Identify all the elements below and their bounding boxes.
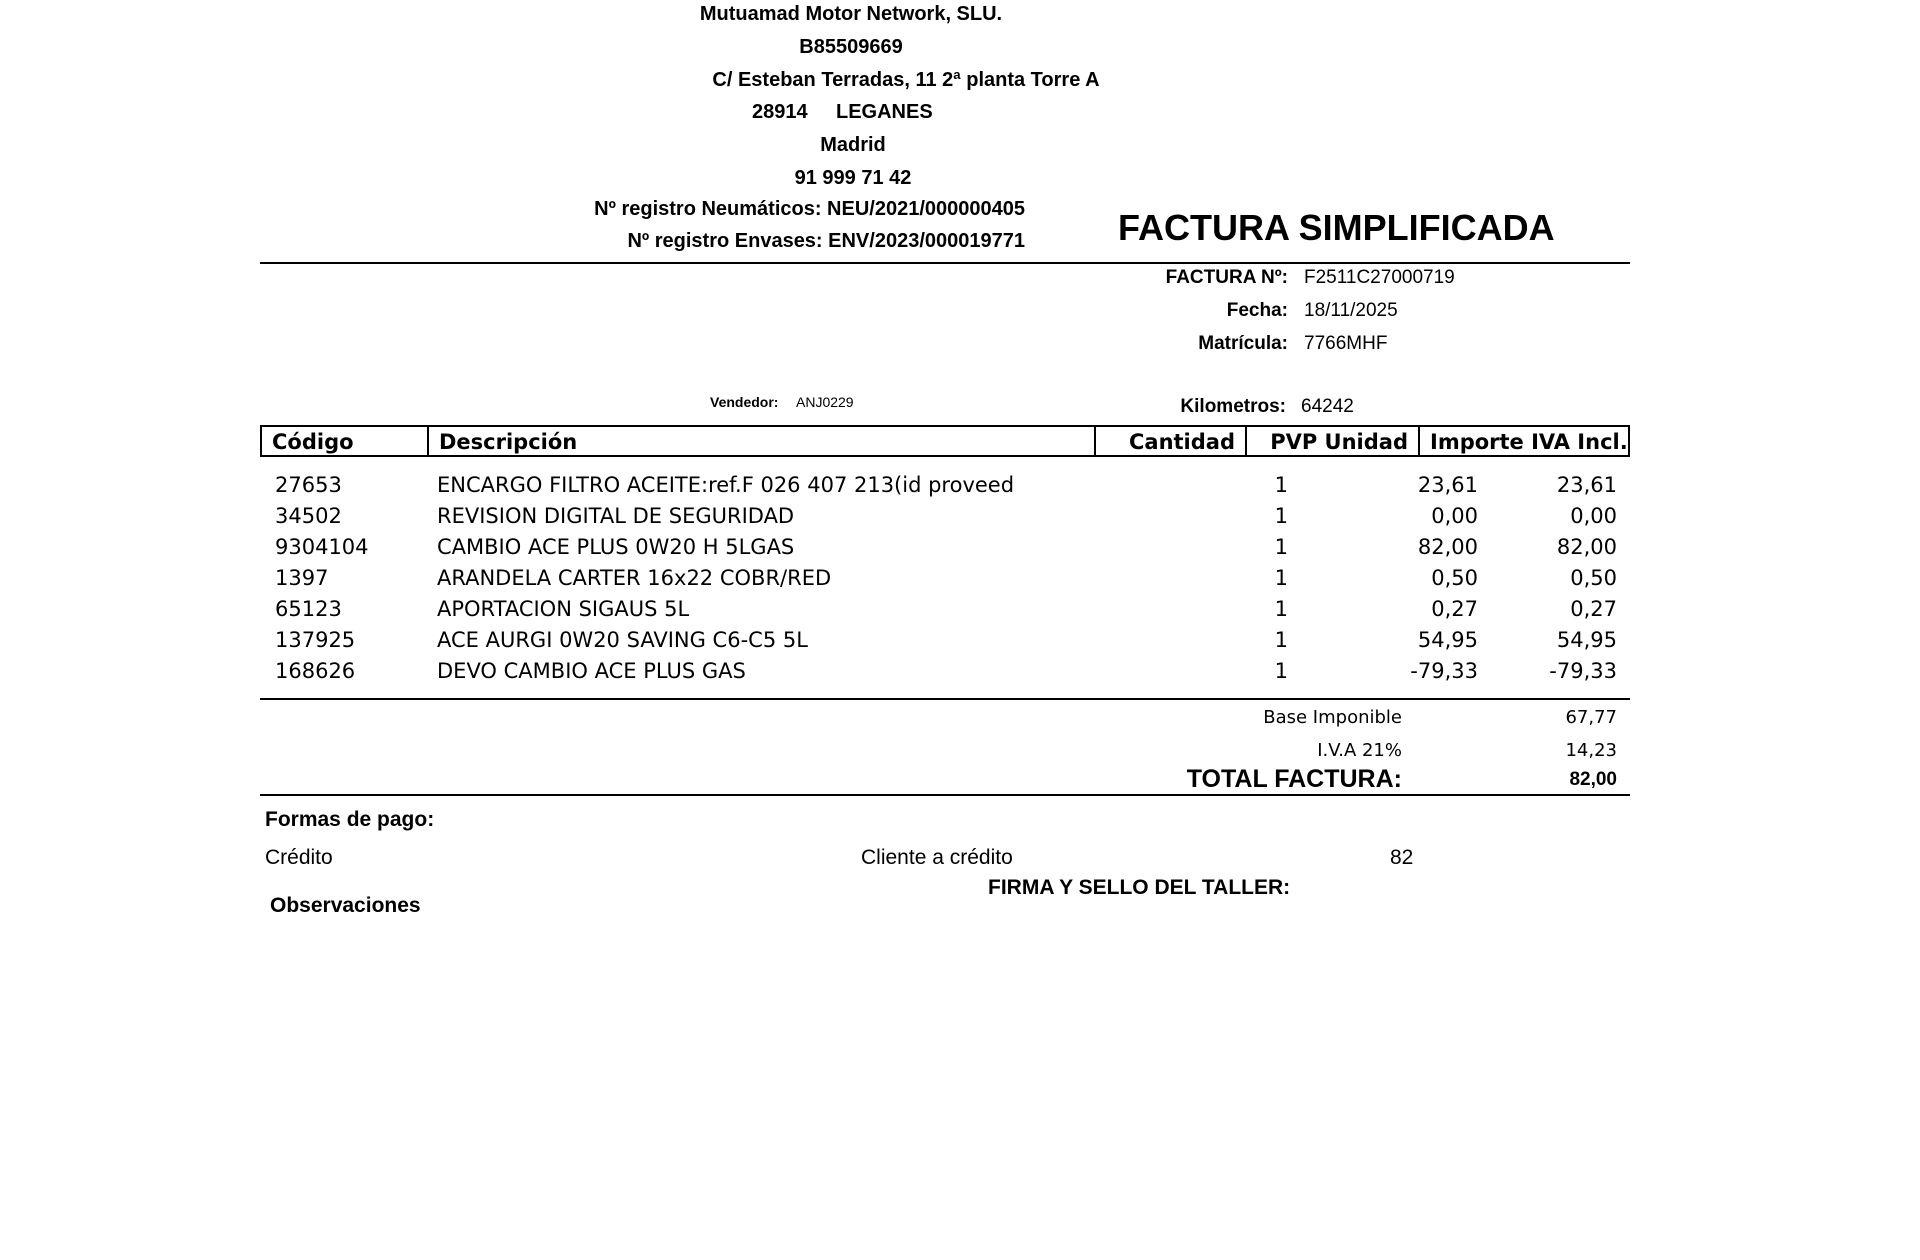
row-total: 0,50 <box>1570 566 1617 590</box>
footer-divider <box>260 794 1630 796</box>
plate-value: 7766MHF <box>1304 333 1388 354</box>
header-code: Código <box>272 430 354 454</box>
payment-amount: 82 <box>1390 846 1414 869</box>
row-quantity: 1 <box>1274 473 1288 497</box>
company-phone: 91 999 71 42 <box>794 167 912 189</box>
total-label: TOTAL FACTURA: <box>1186 765 1402 793</box>
row-quantity: 1 <box>1274 566 1288 590</box>
table-row <box>260 594 1630 625</box>
totals-divider <box>260 698 1630 700</box>
row-quantity: 1 <box>1274 659 1288 683</box>
vat-label: I.V.A 21% <box>1317 740 1402 761</box>
row-total: 0,27 <box>1570 597 1617 621</box>
company-postal-code: 28914 <box>752 101 808 123</box>
total-value: 82,00 <box>1569 769 1617 790</box>
row-description: APORTACION SIGAUS 5L <box>437 597 690 621</box>
header-unit-price: PVP Unidad <box>1245 427 1418 455</box>
row-code: 27653 <box>275 473 342 497</box>
row-description: DEVO CAMBIO ACE PLUS GAS <box>437 659 746 683</box>
row-total: 82,00 <box>1556 535 1617 559</box>
row-unit-price: 23,61 <box>1417 473 1478 497</box>
registry-containers: Nº registro Envases: ENV/2023/000019771 <box>627 230 1025 252</box>
row-description: ENCARGO FILTRO ACEITE:ref.F 026 407 213(id proveed <box>437 473 1015 497</box>
document-title: FACTURA SIMPLIFICADA <box>1118 207 1555 248</box>
row-code: 9304104 <box>275 535 369 559</box>
invoice-date-label: Fecha: <box>1226 300 1288 321</box>
payment-type: Cliente a crédito <box>861 846 1013 869</box>
table-row <box>260 532 1630 563</box>
seller-label: Vendedor: <box>710 394 779 410</box>
header-total: Importe IVA Incl. <box>1418 427 1628 455</box>
row-code: 34502 <box>275 504 342 528</box>
row-code: 65123 <box>275 597 342 621</box>
header-divider <box>260 262 1630 264</box>
row-quantity: 1 <box>1274 504 1288 528</box>
row-code: 1397 <box>275 566 329 590</box>
row-total: 0,00 <box>1570 504 1617 528</box>
row-code: 168626 <box>275 659 356 683</box>
km-label: Kilometros: <box>1180 396 1286 417</box>
signature-label: FIRMA Y SELLO DEL TALLER: <box>988 876 1291 899</box>
base-label: Base Imponible <box>1263 707 1402 728</box>
row-description: CAMBIO ACE PLUS 0W20 H 5LGAS <box>437 535 795 559</box>
table-row <box>260 563 1630 594</box>
registry-tires: Nº registro Neumáticos: NEU/2021/000000405 <box>594 198 1025 220</box>
observations-label: Observaciones <box>270 894 421 917</box>
row-quantity: 1 <box>1274 628 1288 652</box>
items-table-body <box>260 470 1630 687</box>
items-table-header <box>260 425 1630 457</box>
row-total: 23,61 <box>1556 473 1617 497</box>
row-unit-price: 54,95 <box>1417 628 1478 652</box>
table-row <box>260 656 1630 687</box>
vat-value: 14,23 <box>1565 740 1617 761</box>
payment-heading: Formas de pago: <box>265 808 435 831</box>
header-quantity: Cantidad <box>1094 427 1245 455</box>
row-quantity: 1 <box>1274 597 1288 621</box>
seller-value: ANJ0229 <box>796 394 854 410</box>
row-total: 54,95 <box>1556 628 1617 652</box>
row-code: 137925 <box>275 628 356 652</box>
row-quantity: 1 <box>1274 535 1288 559</box>
row-unit-price: 0,27 <box>1431 597 1478 621</box>
row-description: REVISION DIGITAL DE SEGURIDAD <box>437 504 795 528</box>
row-description: ARANDELA CARTER 16x22 COBR/RED <box>437 566 832 590</box>
company-cif: B85509669 <box>799 36 903 58</box>
header-description: Descripción <box>427 427 1094 455</box>
row-unit-price: 0,00 <box>1431 504 1478 528</box>
row-total: -79,33 <box>1549 659 1617 683</box>
row-unit-price: -79,33 <box>1410 659 1478 683</box>
row-description: ACE AURGI 0W20 SAVING C6-C5 5L <box>437 628 808 652</box>
payment-method: Crédito <box>265 846 333 869</box>
company-city: LEGANES <box>836 101 933 123</box>
invoice-date-value: 18/11/2025 <box>1304 300 1398 321</box>
plate-label: Matrícula: <box>1198 333 1288 354</box>
table-row <box>260 625 1630 656</box>
table-row <box>260 470 1630 501</box>
company-address: C/ Esteban Terradas, 11 2ª planta Torre A <box>712 69 1100 91</box>
table-row <box>260 501 1630 532</box>
row-unit-price: 0,50 <box>1431 566 1478 590</box>
km-value: 64242 <box>1301 396 1354 417</box>
base-value: 67,77 <box>1565 707 1617 728</box>
row-unit-price: 82,00 <box>1417 535 1478 559</box>
invoice-number-value: F2511C27000719 <box>1304 267 1455 288</box>
company-name: Mutuamad Motor Network, SLU. <box>699 3 1003 25</box>
invoice-number-label: FACTURA Nº: <box>1165 267 1288 288</box>
company-province: Madrid <box>820 134 886 156</box>
